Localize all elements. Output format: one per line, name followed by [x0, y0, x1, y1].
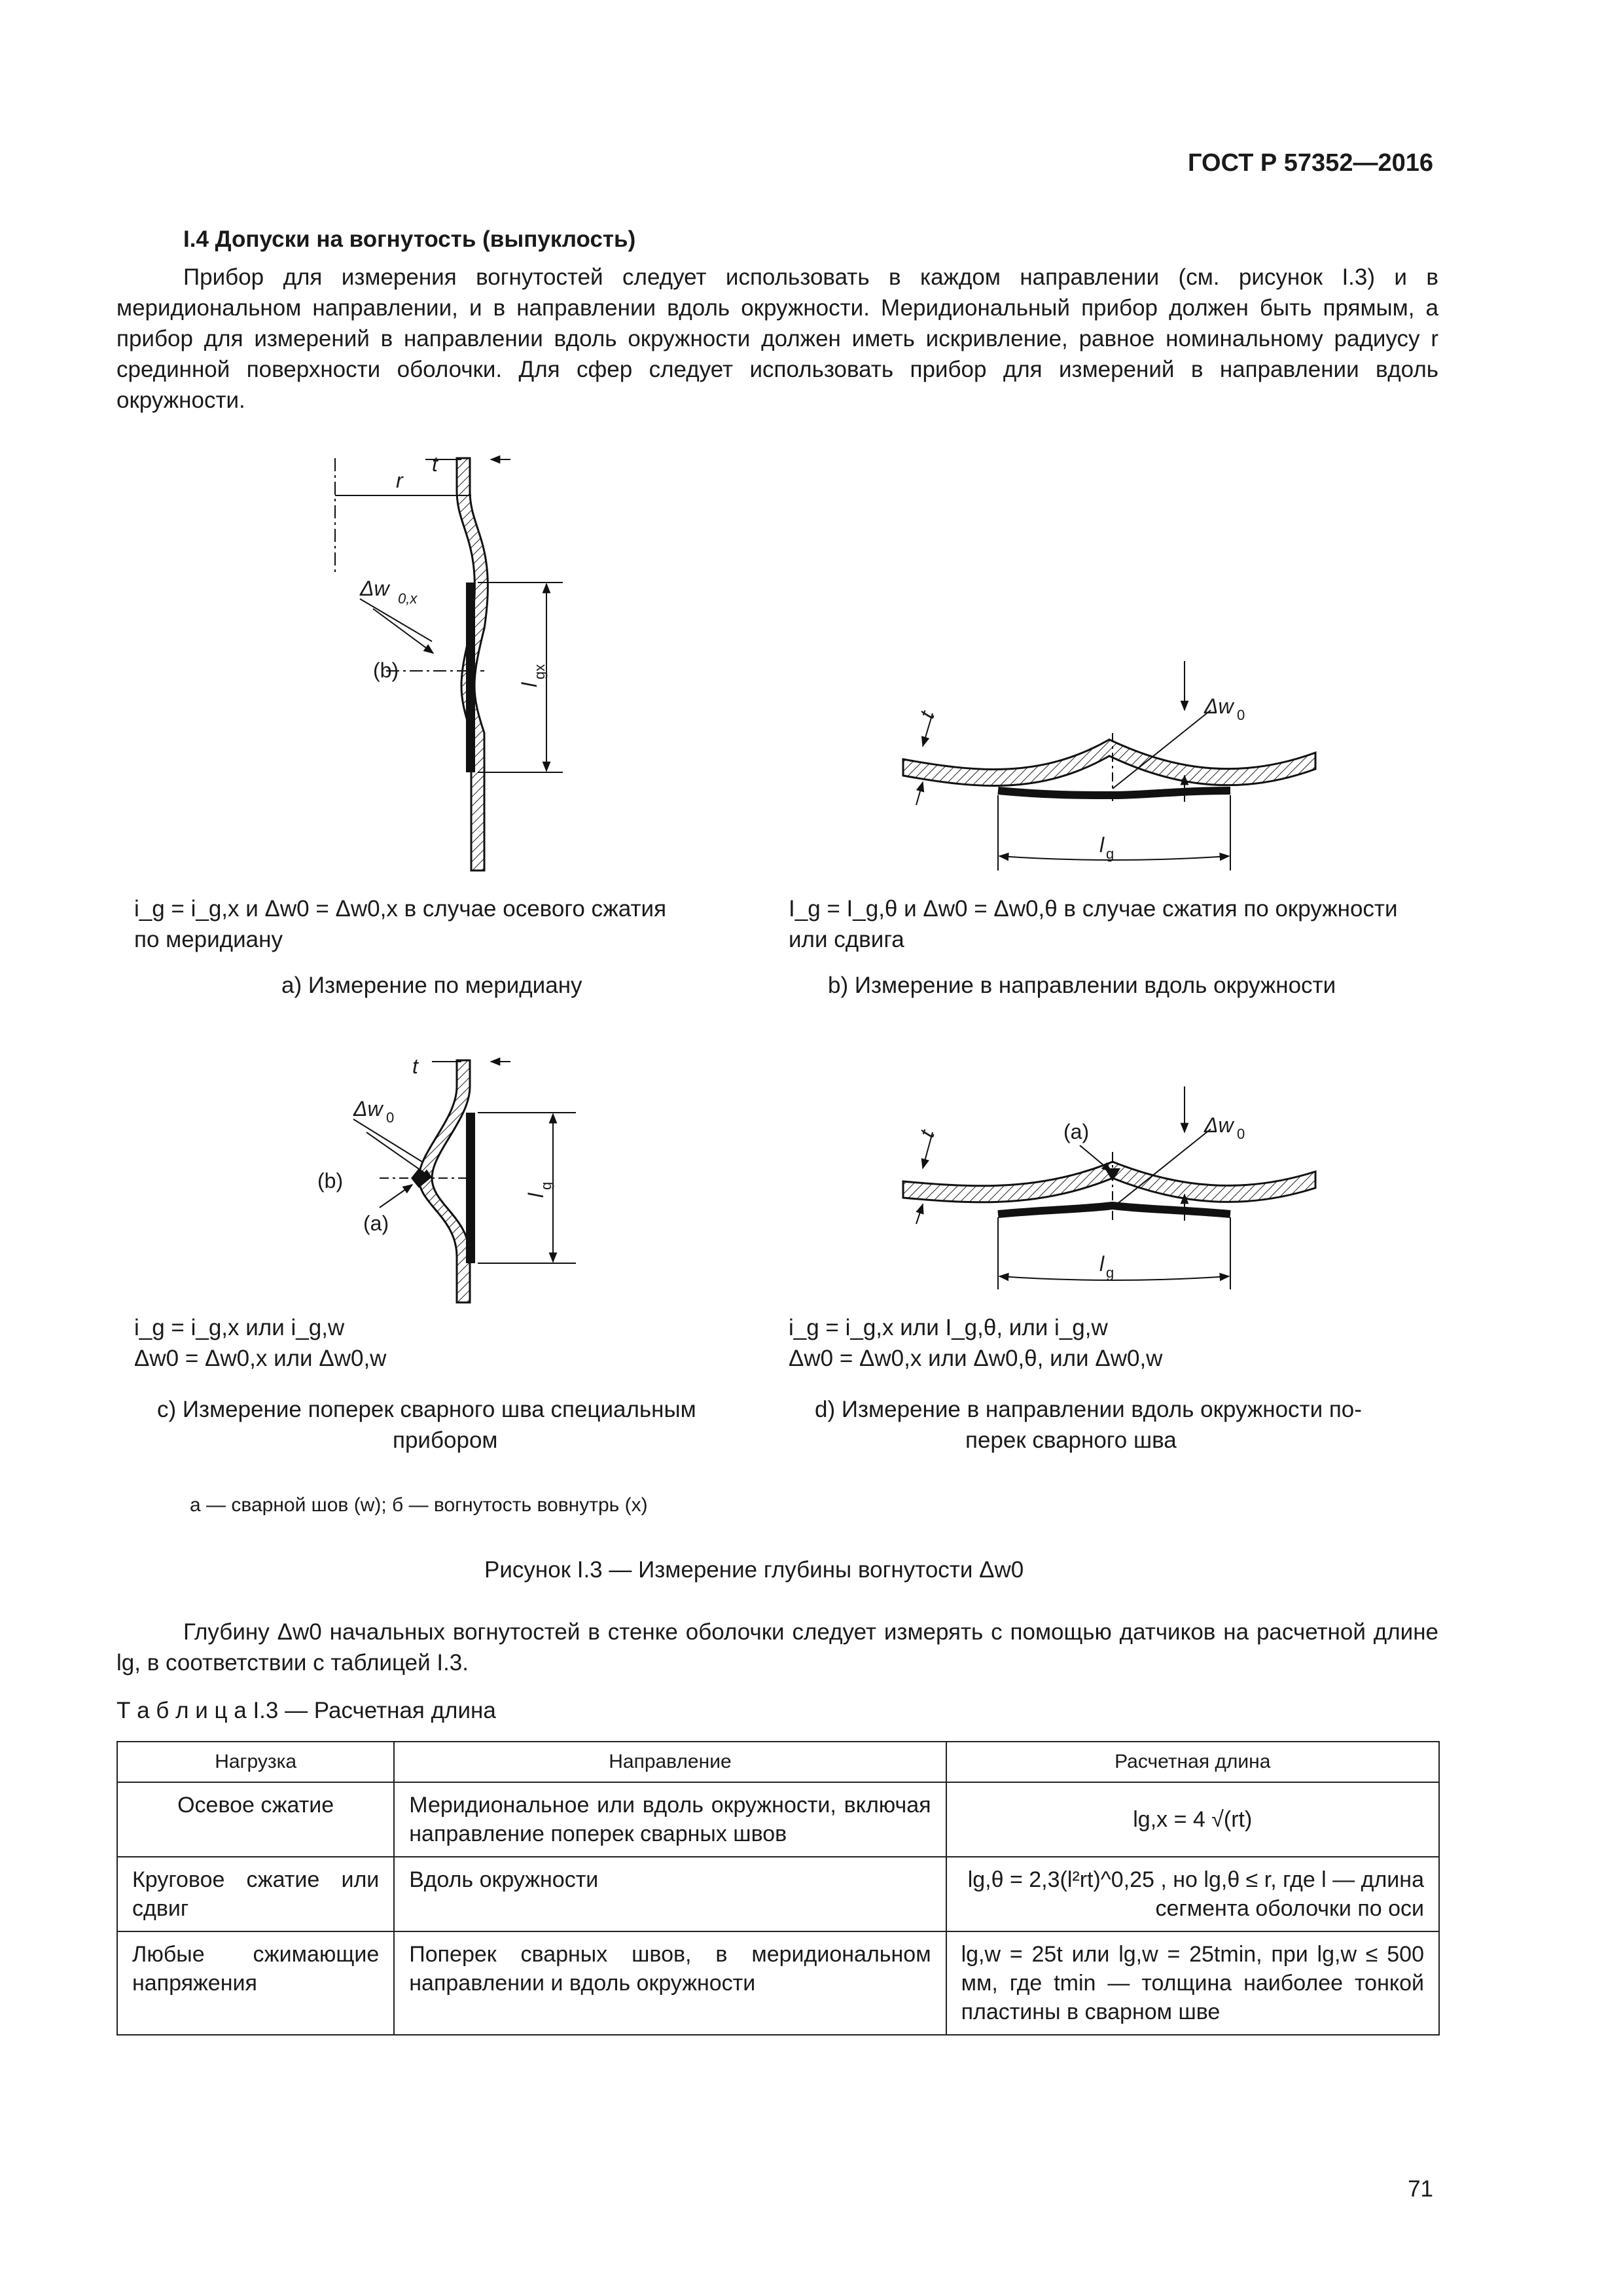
label-dw0-sub: 0: [1237, 1126, 1245, 1142]
figure-b-formula-line1: I_g = I_g,θ и Δw0 = Δw0,θ в случае сжатия по окружности: [789, 896, 1398, 922]
label-a: (a): [363, 1211, 389, 1235]
cell-direction: Поперек сварных швов, в меридиональном направлении и вдоль окружности: [394, 1931, 946, 2035]
label-t: t: [432, 452, 438, 476]
label-lg-sub: g: [1106, 846, 1115, 862]
label-lgx-sub: gx: [531, 664, 548, 679]
figure-legend: а — сварной шов (w); б — вогнутость вовнутрь (x): [190, 1494, 648, 1516]
label-b: (b): [317, 1169, 344, 1193]
figure-c-caption-line1: c) Измерение поперек сварного шва специальным: [157, 1397, 696, 1422]
figure-b-diagram: [897, 648, 1342, 884]
label-dw0: Δw: [1204, 1113, 1234, 1137]
section-title: I.4 Допуски на вогнутость (выпуклость): [183, 226, 636, 252]
label-t: t: [914, 708, 939, 722]
figure-c-formula-line1: i_g = i_g,x или i_g,w: [134, 1315, 345, 1340]
label-dw0x-sub: 0,x: [398, 590, 418, 607]
figure-b-formula-line2: или сдвига: [789, 927, 904, 952]
cell-load: Любые сжимающие напряжения: [117, 1931, 394, 2035]
label-r: r: [396, 469, 403, 492]
header-length: Расчетная длина: [946, 1742, 1439, 1782]
cell-length: lg,w = 25t или lg,w = 25tmin, при lg,w ≤ 500 мм, где tmin — толщина наиболее тонкой пластины в сварном шве: [946, 1931, 1439, 2035]
label-t: t: [914, 1126, 939, 1141]
figure-a-formula-line2: по меридиану: [134, 927, 283, 952]
label-dw0-sub: 0: [1237, 707, 1245, 723]
figure-d-formula-line1: i_g = i_g,x или I_g,θ, или i_g,w: [789, 1315, 1108, 1340]
design-length-table: [116, 1741, 1440, 2036]
figure-d-diagram: [897, 1080, 1342, 1302]
depth-paragraph: Глубину Δw0 начальных вогнутостей в стенке оболочки следует измерять с помощью датчиков на расчетной длине lg, в соответствии с таблицей I.3.: [116, 1619, 1438, 1676]
label-lg: l: [524, 1193, 548, 1198]
figure-d-caption-line2: перек сварного шва: [965, 1427, 1177, 1453]
cell-load: Круговое сжатие или сдвиг: [117, 1857, 394, 1931]
label-lg: l: [1099, 833, 1105, 857]
figure-a-formula-line1: i_g = i_g,x и Δw0 = Δw0,x в случае осевого сжатия: [134, 896, 667, 922]
header-direction: Направление: [394, 1742, 946, 1782]
figure-a-caption: а) Измерение по меридиану: [281, 973, 582, 998]
label-t: t: [412, 1054, 418, 1078]
table-row: [117, 1931, 1439, 2035]
cell-length: lg,x = 4 √(rt): [946, 1782, 1439, 1857]
label-lg-sub: g: [1106, 1265, 1115, 1281]
header-load: Нагрузка: [117, 1742, 394, 1782]
figure-title: Рисунок I.3 — Измерение глубины вогнутости Δw0: [484, 1557, 1024, 1583]
table-caption: Т а б л и ц а I.3 — Расчетная длина: [116, 1698, 496, 1723]
label-b: (b): [373, 658, 399, 682]
figure-d-formula-line2: Δw0 = Δw0,x или Δw0,θ, или Δw0,w: [789, 1346, 1163, 1371]
figure-b-caption: b) Измерение в направлении вдоль окружности: [828, 973, 1336, 998]
cell-direction: Меридиональное или вдоль окружности, включая направление поперек сварных швов: [394, 1782, 946, 1857]
table-header-row: [117, 1742, 1439, 1782]
document-id: ГОСТ Р 57352—2016: [1188, 149, 1433, 177]
figure-a-diagram: [314, 445, 576, 877]
label-dw0x: Δw: [360, 577, 389, 600]
cell-direction: Вдоль окружности: [394, 1857, 946, 1931]
label-dw0: Δw: [353, 1097, 383, 1121]
label-dw0-sub: 0: [386, 1109, 395, 1126]
figure-c-diagram: [314, 1047, 589, 1309]
figure-d-caption-line1: d) Измерение в направлении вдоль окружности по-: [815, 1397, 1362, 1422]
page-number: 71: [1408, 2176, 1433, 2202]
cell-length: lg,θ = 2,3(l²rt)^0,25 , но lg,θ ≤ r, где l — длина сегмента оболочки по оси: [946, 1857, 1439, 1931]
label-lg: l: [1099, 1252, 1105, 1276]
label-lg-sub: g: [538, 1181, 554, 1190]
label-a: (a): [1063, 1120, 1090, 1143]
label-dw0: Δw: [1204, 694, 1234, 718]
label-lgx: l: [518, 682, 541, 687]
figure-c-formula-line2: Δw0 = Δw0,x или Δw0,w: [134, 1346, 387, 1371]
table-row: [117, 1857, 1439, 1931]
cell-load: Осевое сжатие: [117, 1782, 394, 1857]
intro-paragraph: Прибор для измерения вогнутостей следует использовать в каждом направлении (см. рисунок I.3) и в меридиональном направлении, и в направлении вдоль окружности. Меридиональный прибор должен быть прямым, а прибор для измерений в направлении вдоль окружности должен иметь искривление, равное номинальному радиусу r срединной поверхности оболочки. Для сфер следует использовать прибор для измерений в направлении вдоль окружности.: [116, 264, 1438, 413]
table-row: [117, 1782, 1439, 1857]
figure-c-caption-line2: прибором: [393, 1427, 498, 1453]
